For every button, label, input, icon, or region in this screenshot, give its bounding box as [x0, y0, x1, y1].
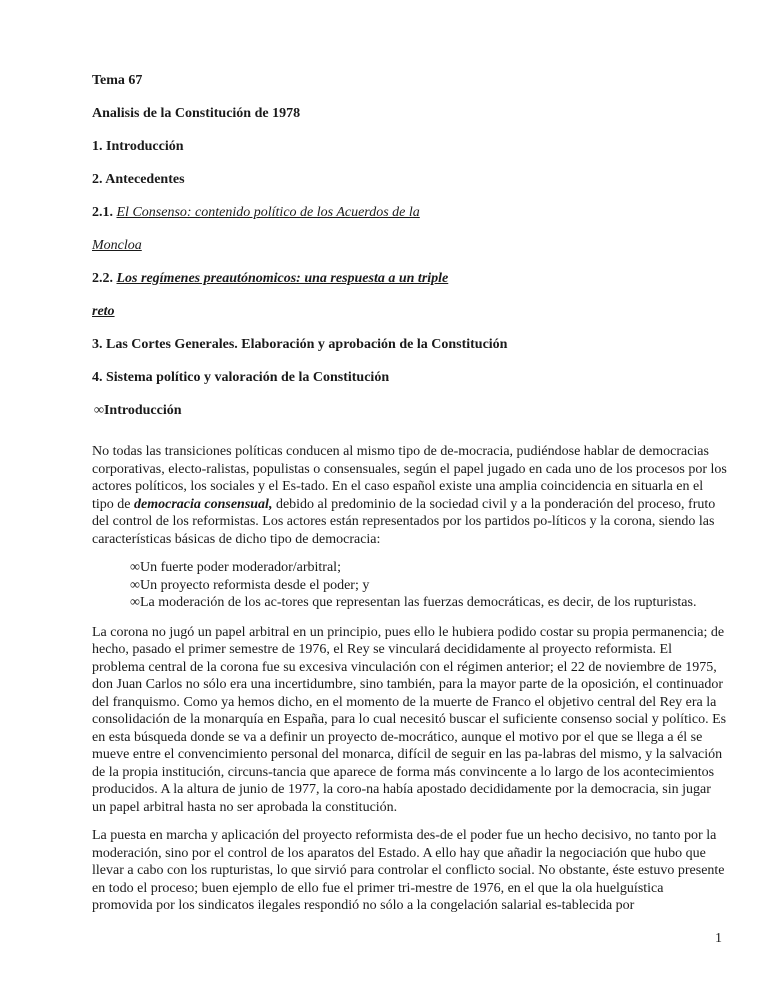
- heading-section-2-1-number: 2.1.: [92, 205, 117, 220]
- list-item-marker: ∞: [130, 577, 140, 593]
- heading-section-2-1-title: El Consenso: contenido político de los Acuerdos de la: [116, 205, 420, 220]
- heading-section-1: 1. Introducción: [92, 139, 184, 154]
- list-item: [130, 577, 727, 595]
- page-number: 1: [715, 931, 722, 946]
- list-item: [130, 594, 727, 612]
- heading-section-2-2-number: 2.2.: [92, 271, 117, 286]
- introduction-heading-marker: ∞: [94, 403, 104, 418]
- heading-section-2-1-continuation: [92, 237, 727, 254]
- document-title: Analisis de la Constitución de 1978: [92, 106, 301, 121]
- heading-section-2: 2. Antecedentes: [92, 172, 185, 187]
- democracy-characteristics-list: [92, 559, 727, 612]
- paragraph-transitions-text-start: No todas las transiciones políticas conducen al mismo tipo de de-mocracia, pudiéndose hablar de democracias corporativas, electo-ralistas, populistas o consensuales, según el papel jugado en cada uno de los procesos por los actores políticos, los sociales y el Es-tado. En el caso español existe una amplia coincidencia en situarla en el tipo de: [92, 444, 727, 512]
- list-item: [130, 559, 727, 577]
- paragraph-transitions-emphasis: democracia consensual,: [134, 496, 273, 512]
- paragraph-proyecto-reformista: La puesta en marcha y aplicación del proyecto reformista des-de el poder fue un hecho decisivo, no tanto por la moderación, sino por el control de los aparatos del Estado. A ello hay que añadir la negociación que hubo que llevar a cabo con los rupturistas, lo que sirvió para controlar el conflicto social. No obstante, éste estuvo presente en todo el proceso; buen ejemplo de ello fue el primer tri-mestre de 1976, en el que la ola huelguística promovida por los sindicatos ilegales respondió no sólo a la congelación salarial es-tablecida por: [92, 828, 725, 913]
- paragraph-transitions: [92, 443, 727, 548]
- heading-section-2-2: [92, 270, 727, 287]
- heading-tema: Tema 67: [92, 73, 143, 88]
- introduction-heading-label: Introducción: [103, 403, 182, 418]
- heading-section-2-2-title: Los regímenes preautónomicos: una respuesta a un triple: [116, 271, 449, 286]
- heading-section-2-2-continuation: [92, 303, 727, 320]
- paragraph-transitions-text-end: debido al predominio de la sociedad civil y a la ponderación del proceso, fruto del control de los reformistas. Los actores están representados por los partidos po-líticos y la corona, siendo las características básicas de dicho tipo de democracia:: [92, 496, 716, 547]
- heading-section-4: 4. Sistema político y valoración de la Constitución: [92, 370, 390, 385]
- list-item-text: Un fuerte poder moderador/arbitral;: [139, 560, 341, 575]
- heading-section-3: 3. Las Cortes Generales. Elaboración y aprobación de la Constitución: [92, 337, 508, 352]
- paragraph-corona: La corona no jugó un papel arbitral en un principio, pues ello le hubiera podido costar su propia permanencia; de hecho, pasado el primer semestre de 1976, el Rey se vinculará decididamente al proyecto reformista. El problema central de la corona fue su excesiva vinculación con el régimen anterior; el 22 de noviembre de 1975, don Juan Carlos no sólo era una incertidumbre, sino también, para la mayor parte de la oposición, el continuador del franquismo. Como ya hemos dicho, en el momento de la muerte de Franco el objetivo central del Rey era la consolidación de la monarquía en España, para lo cual necesitó buscar el suficiente consenso social y político. Es en esta búsqueda donde se va a definir un proyecto de-mocrático, aunque el motivo por el que se llega a él se mueve entre el convencimiento personal del monarca, difícil de seguir en las pa-labras del mismo, y la salvación de la propia institución, circuns-tancia que aparece de forma más convincente a lo largo de los acontecimientos producidos. A la altura de junio de 1977, la coro-na había apostado decididamente por la democracia, sin jugar un papel arbitral hasta no ser aprobada la constitución.: [92, 624, 727, 815]
- introduction-heading: [92, 402, 727, 419]
- list-item-marker: ∞: [130, 560, 140, 575]
- heading-section-2-2-title-continued: reto: [92, 304, 115, 319]
- heading-section-2-1-title-continued: Moncloa: [92, 238, 142, 253]
- list-item-marker: ∞: [130, 595, 140, 610]
- heading-section-2-1: [92, 204, 727, 221]
- list-item-text: La moderación de los ac-tores que representan las fuerzas democráticas, es decir, de los rupturistas.: [139, 595, 697, 610]
- list-item-text: Un proyecto reformista desde el poder; y: [139, 577, 370, 593]
